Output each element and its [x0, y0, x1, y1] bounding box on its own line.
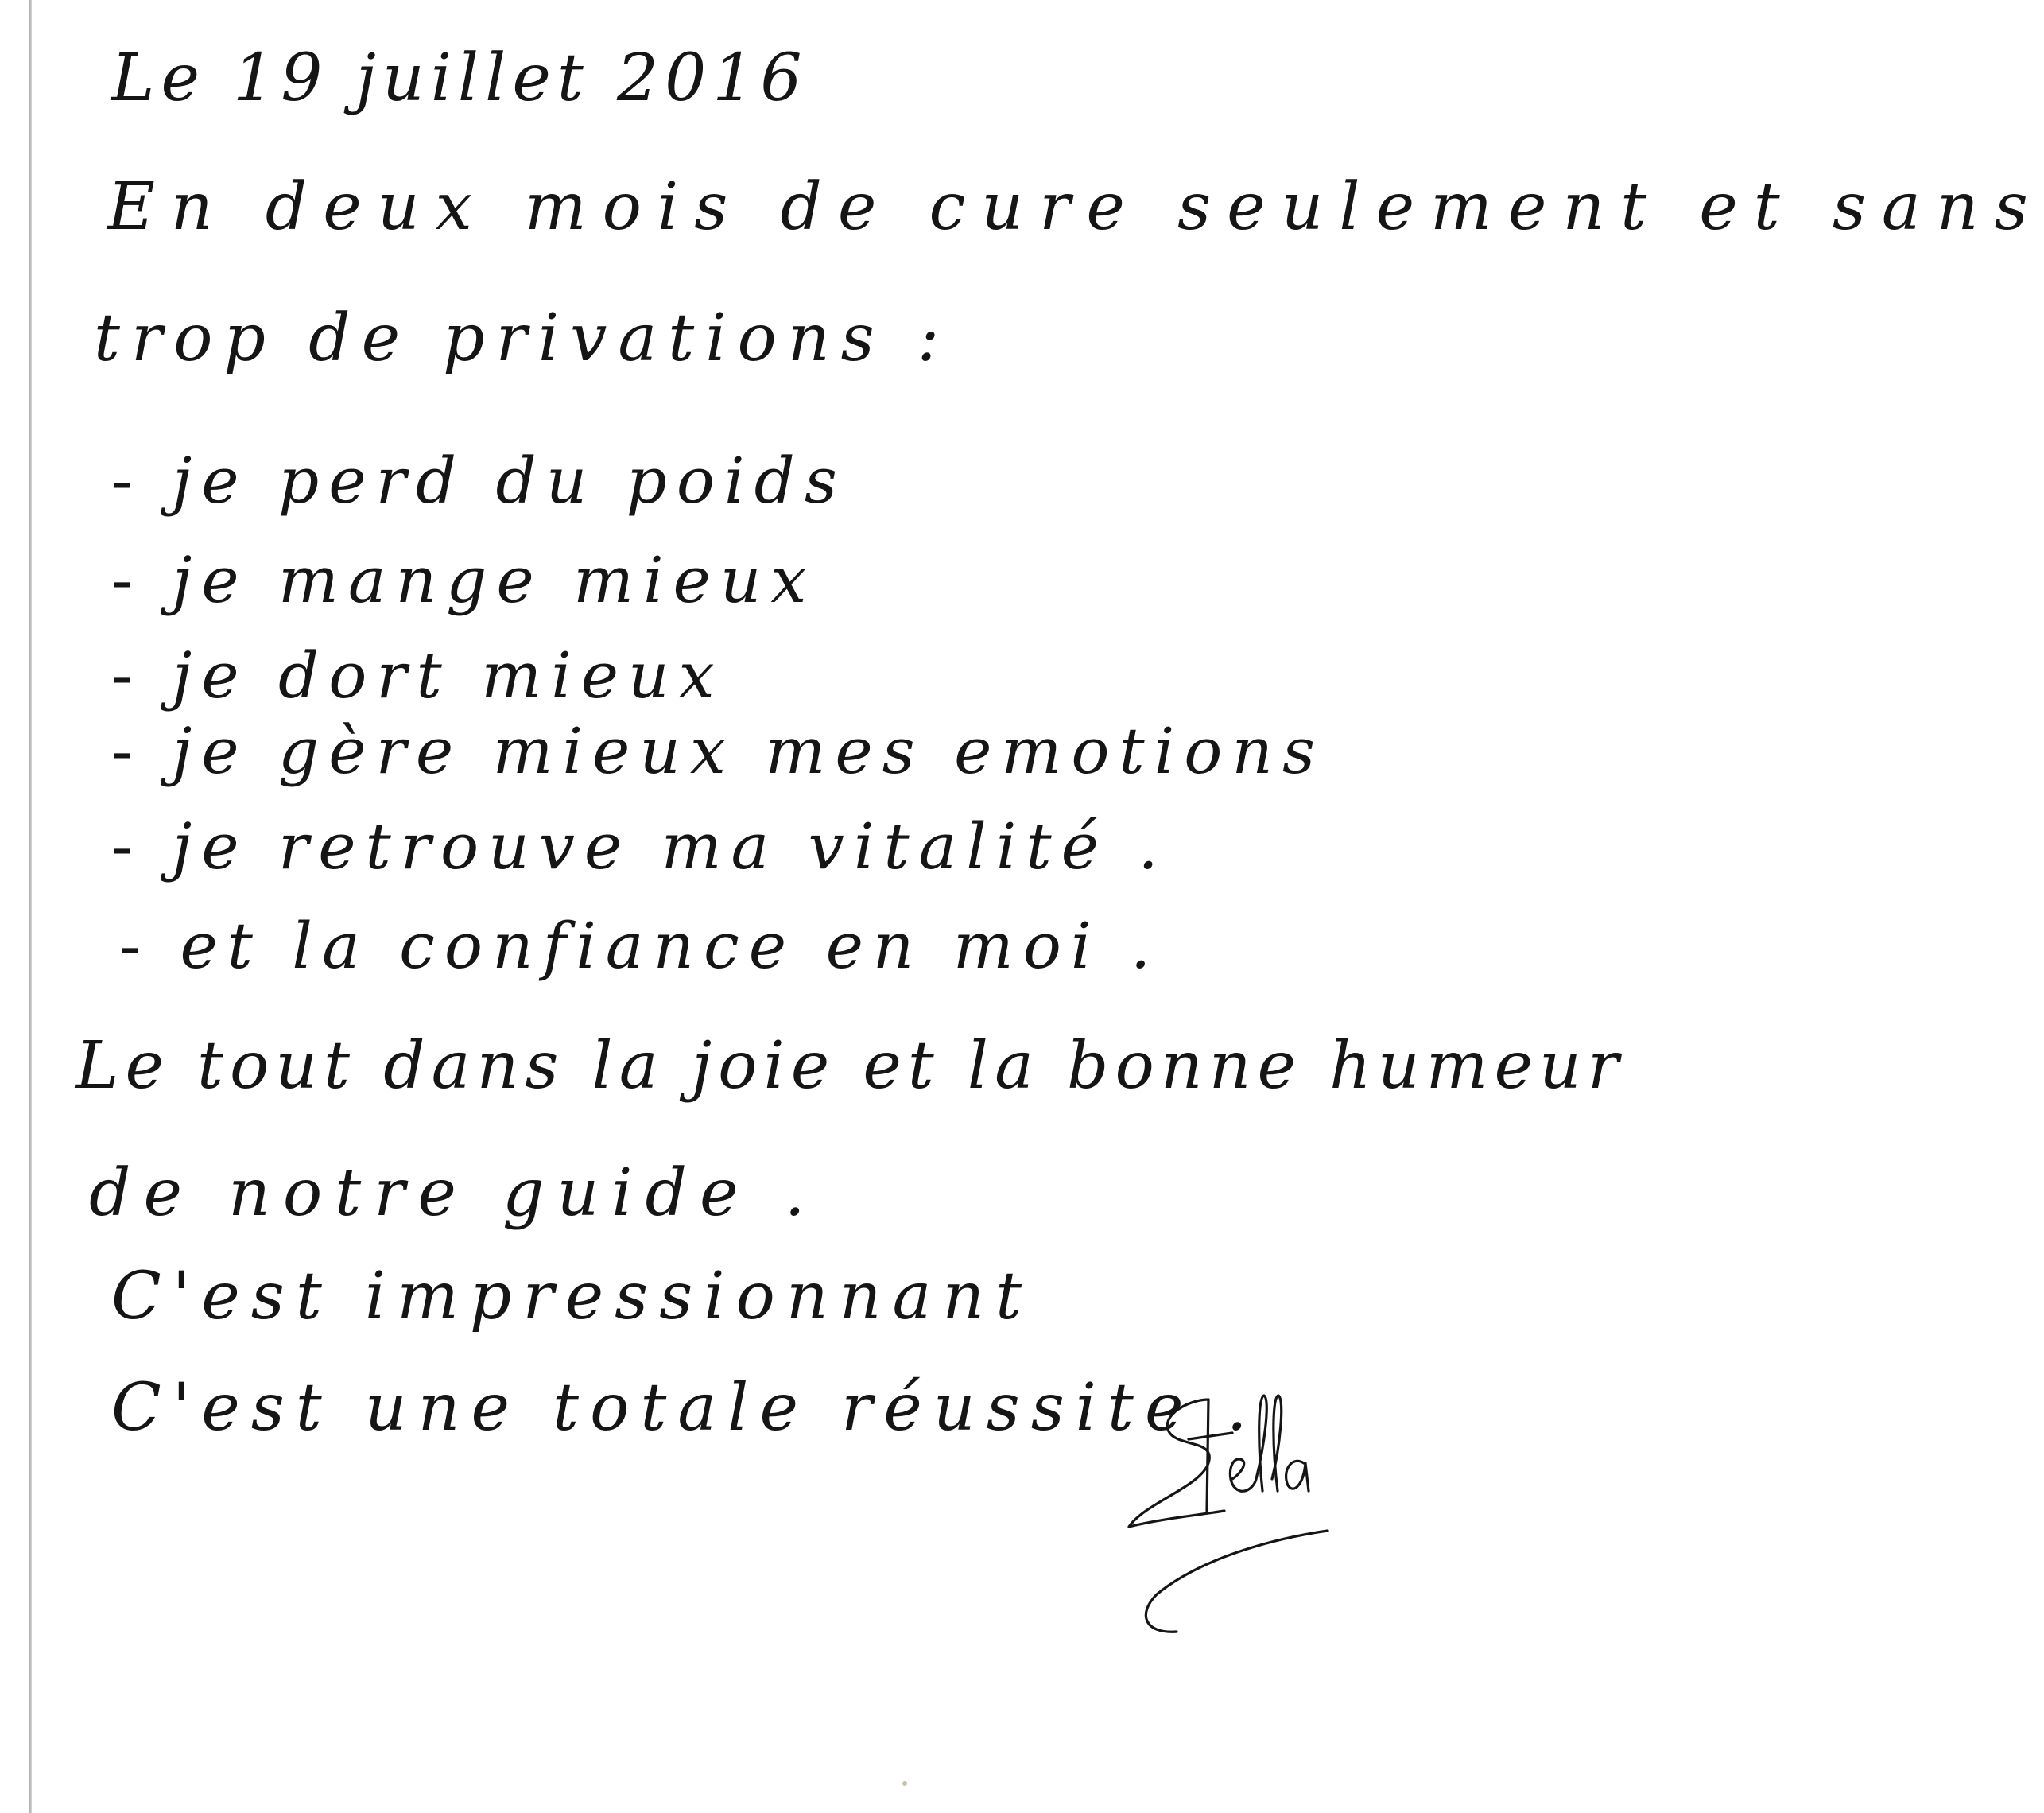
handwritten-signature [1113, 1352, 1352, 1638]
closing-line-1: Le tout dans la joie et la bonne humeur [76, 1028, 1626, 1104]
intro-line-1: En deux mois de cure seulement et sans [107, 169, 2044, 245]
list-item: - et la confiance en moi . [119, 909, 1161, 983]
list-item: - je mange mieux [111, 543, 816, 617]
list-item: - je gère mieux mes emotions [111, 714, 1325, 788]
paper-speck [902, 1781, 907, 1786]
closing-line-3: C'est impressionnant [111, 1259, 1034, 1334]
list-item: - je retrouve ma vitalité . [111, 809, 1168, 883]
list-item: - je perd du poids [111, 444, 847, 518]
letter-date: Le 19 juillet 2016 [111, 41, 809, 116]
list-item: - je dort mieux [111, 639, 724, 712]
page-left-edge [29, 0, 32, 1813]
closing-line-2: de notre guide . [89, 1155, 818, 1231]
closing-line-4: C'est une totale réussite . [111, 1370, 1259, 1446]
intro-line-2: trop de privations : [94, 301, 951, 376]
